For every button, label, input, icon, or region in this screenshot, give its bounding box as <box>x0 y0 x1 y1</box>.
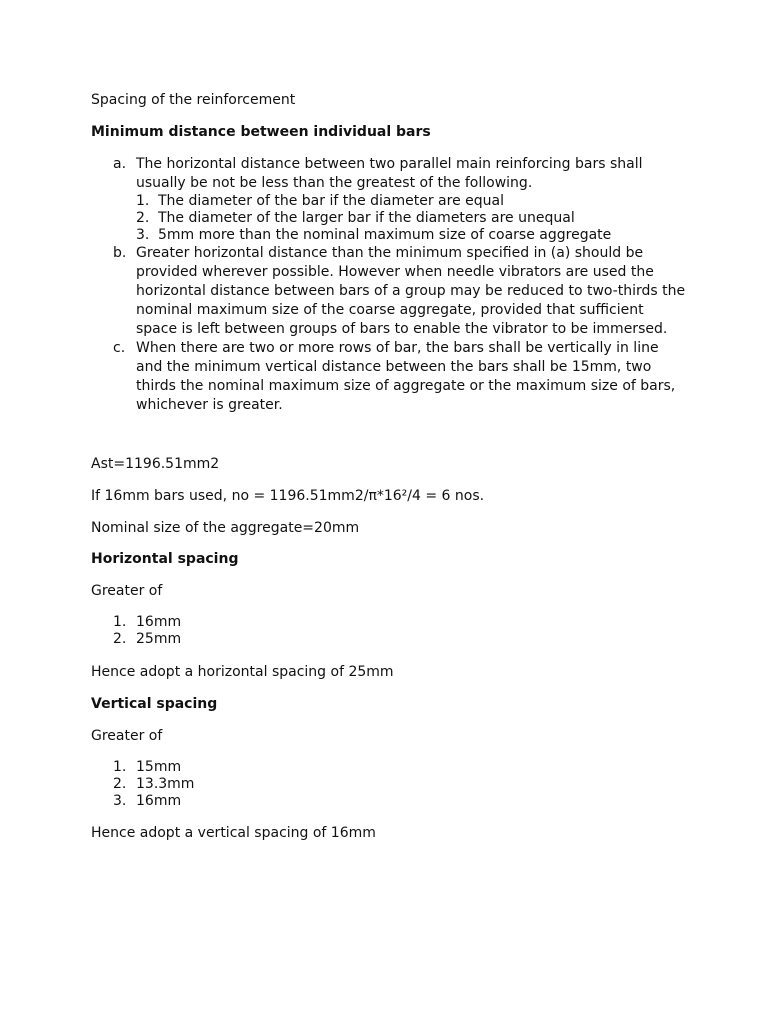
sub-item-marker: 2. <box>136 210 150 226</box>
list-item-marker: 2. <box>113 631 127 647</box>
list-item-text: 13.3mm <box>136 776 195 792</box>
horizontal-intro: Greater of <box>91 583 163 599</box>
nominal-aggregate-size: Nominal size of the aggregate=20mm <box>91 520 360 536</box>
rule-line: whichever is greater. <box>136 397 283 413</box>
sub-item-text: The diameter of the larger bar if the diameters are unequal <box>158 210 575 226</box>
sub-list-item <box>136 193 711 210</box>
sub-item-text: 5mm more than the nominal maximum size of coarse aggregate <box>158 227 612 243</box>
list-item-marker: 1. <box>113 614 127 630</box>
list-item-marker: 3. <box>113 793 127 809</box>
rule-marker: c. <box>113 340 126 356</box>
section-heading-vertical-spacing: Vertical spacing <box>91 696 218 712</box>
vertical-conclusion: Hence adopt a vertical spacing of 16mm <box>91 825 376 841</box>
section-heading-minimum-distance: Minimum distance between individual bars <box>91 124 431 140</box>
bars-used-calculation: If 16mm bars used, no = 1196.51mm2/π*16²/4 = 6 nos. <box>91 488 485 504</box>
sub-item-marker: 3. <box>136 227 150 243</box>
horizontal-conclusion: Hence adopt a horizontal spacing of 25mm <box>91 664 394 680</box>
ast-value: Ast=1196.51mm2 <box>91 456 220 472</box>
sub-item-marker: 1. <box>136 193 150 209</box>
horizontal-options-list <box>91 614 591 648</box>
list-item <box>91 631 591 648</box>
section-heading-horizontal-spacing: Horizontal spacing <box>91 551 239 567</box>
rule-line: usually be not be less than the greatest of the following. <box>136 175 533 191</box>
vertical-intro: Greater of <box>91 728 163 744</box>
rule-line: The horizontal distance between two parallel main reinforcing bars shall <box>136 156 643 172</box>
rule-line: space is left between groups of bars to enable the vibrator to be immersed. <box>136 321 668 337</box>
rule-line: provided wherever possible. However when needle vibrators are used the <box>136 264 654 280</box>
rule-item-c <box>91 339 711 415</box>
rule-line: and the minimum vertical distance between the bars shall be 15mm, two <box>136 359 652 375</box>
spacing-rules-list <box>91 155 711 415</box>
document-title: Spacing of the reinforcement <box>91 92 296 108</box>
sub-item-text: The diameter of the bar if the diameter are equal <box>158 193 504 209</box>
list-item <box>91 793 591 810</box>
rule-a-sub-list <box>136 193 711 244</box>
rule-item-a <box>91 155 711 244</box>
rule-item-b <box>91 244 711 339</box>
list-item <box>91 614 591 631</box>
rule-line: Greater horizontal distance than the minimum specified in (a) should be <box>136 245 644 261</box>
sub-list-item <box>136 210 711 227</box>
list-item <box>91 759 591 776</box>
rule-marker: b. <box>113 245 127 261</box>
rule-marker: a. <box>113 156 127 172</box>
rule-line: nominal maximum size of the coarse aggregate, provided that sufficient <box>136 302 644 318</box>
list-item-text: 25mm <box>136 631 182 647</box>
rule-line: horizontal distance between bars of a group may be reduced to two-thirds the <box>136 283 686 299</box>
list-item <box>91 776 591 793</box>
vertical-options-list <box>91 759 591 810</box>
list-item-text: 16mm <box>136 614 182 630</box>
rule-line: When there are two or more rows of bar, the bars shall be vertically in line <box>136 340 659 356</box>
list-item-marker: 2. <box>113 776 127 792</box>
rule-line: thirds the nominal maximum size of aggregate or the maximum size of bars, <box>136 378 676 394</box>
list-item-text: 16mm <box>136 793 182 809</box>
list-item-marker: 1. <box>113 759 127 775</box>
list-item-text: 15mm <box>136 759 182 775</box>
sub-list-item <box>136 227 711 244</box>
